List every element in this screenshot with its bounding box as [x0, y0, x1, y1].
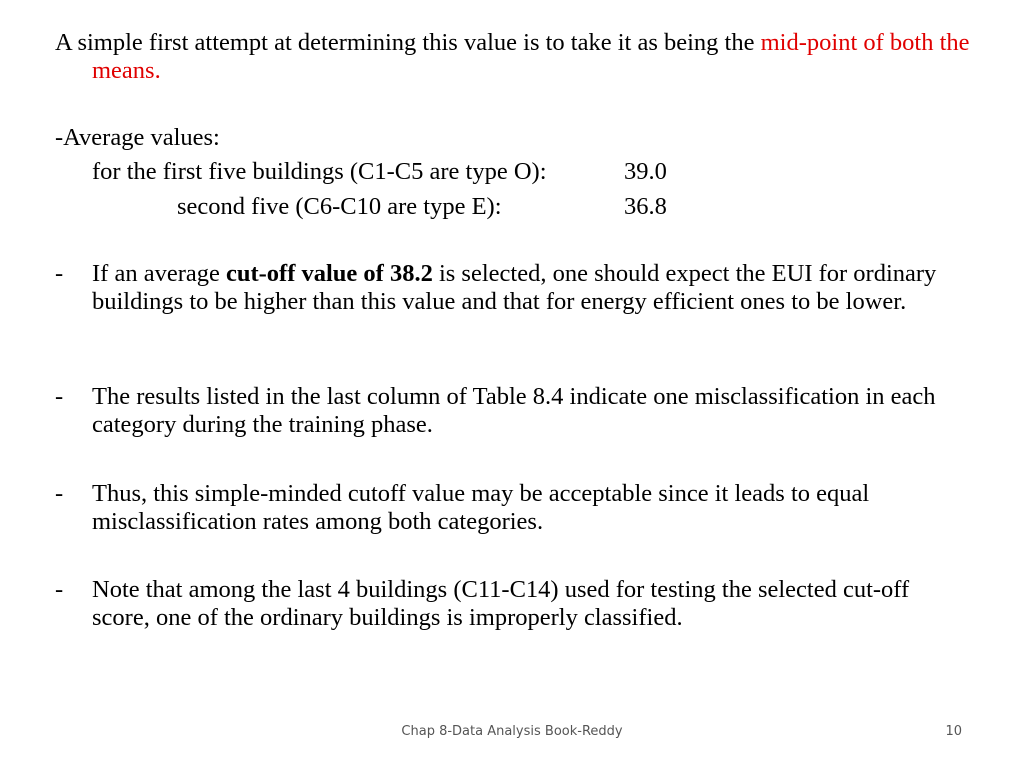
- bullet-text-before: If an average: [92, 260, 226, 287]
- intro-paragraph: [55, 29, 992, 85]
- first-average-value: 39.0: [624, 158, 667, 185]
- second-average-value: 36.8: [624, 193, 667, 220]
- bullet-misclassification: [55, 383, 945, 439]
- bullet-dash: -: [55, 260, 64, 287]
- bullet-dash: -: [55, 576, 64, 603]
- page-number: 10: [945, 724, 962, 739]
- bullet-acceptable: [55, 480, 945, 536]
- bullet-dash: -: [55, 480, 64, 507]
- bullet-text: The results listed in the last column of Table 8.4 indicate one misclassification in each category during the training phase.: [92, 383, 936, 438]
- bullet-text: Note that among the last 4 buildings (C11-C14) used for testing the selected cut-off score, one of the ordinary buildings is improperly classified.: [92, 576, 910, 631]
- bullet-text-after: is selected, one should expect the EUI for ordinary buildings to be higher than this value and that for energy efficient ones to be lower.: [92, 260, 937, 315]
- bullet-cutoff: [55, 260, 945, 316]
- bullet-dash: -: [55, 383, 64, 410]
- bullet-testing: [55, 576, 945, 632]
- bullet-text-bold: cut-off value of 38.2: [225, 260, 433, 287]
- averages-heading: -Average values:: [55, 124, 220, 151]
- intro-highlight: mid-point of both the means.: [92, 29, 970, 84]
- first-average-label: for the first five buildings (C1-C5 are type O):: [92, 158, 547, 185]
- bullet-text: Thus, this simple-minded cutoff value may be acceptable since it leads to equal misclassification rates among both categories.: [92, 480, 870, 535]
- bullet-text: [92, 260, 945, 316]
- footer-title: Chap 8-Data Analysis Book-Reddy: [401, 724, 623, 739]
- second-average-label: second five (C6-C10 are type E):: [177, 193, 502, 220]
- intro-text: A simple first attempt at determining this value is to take it as being the: [55, 29, 761, 56]
